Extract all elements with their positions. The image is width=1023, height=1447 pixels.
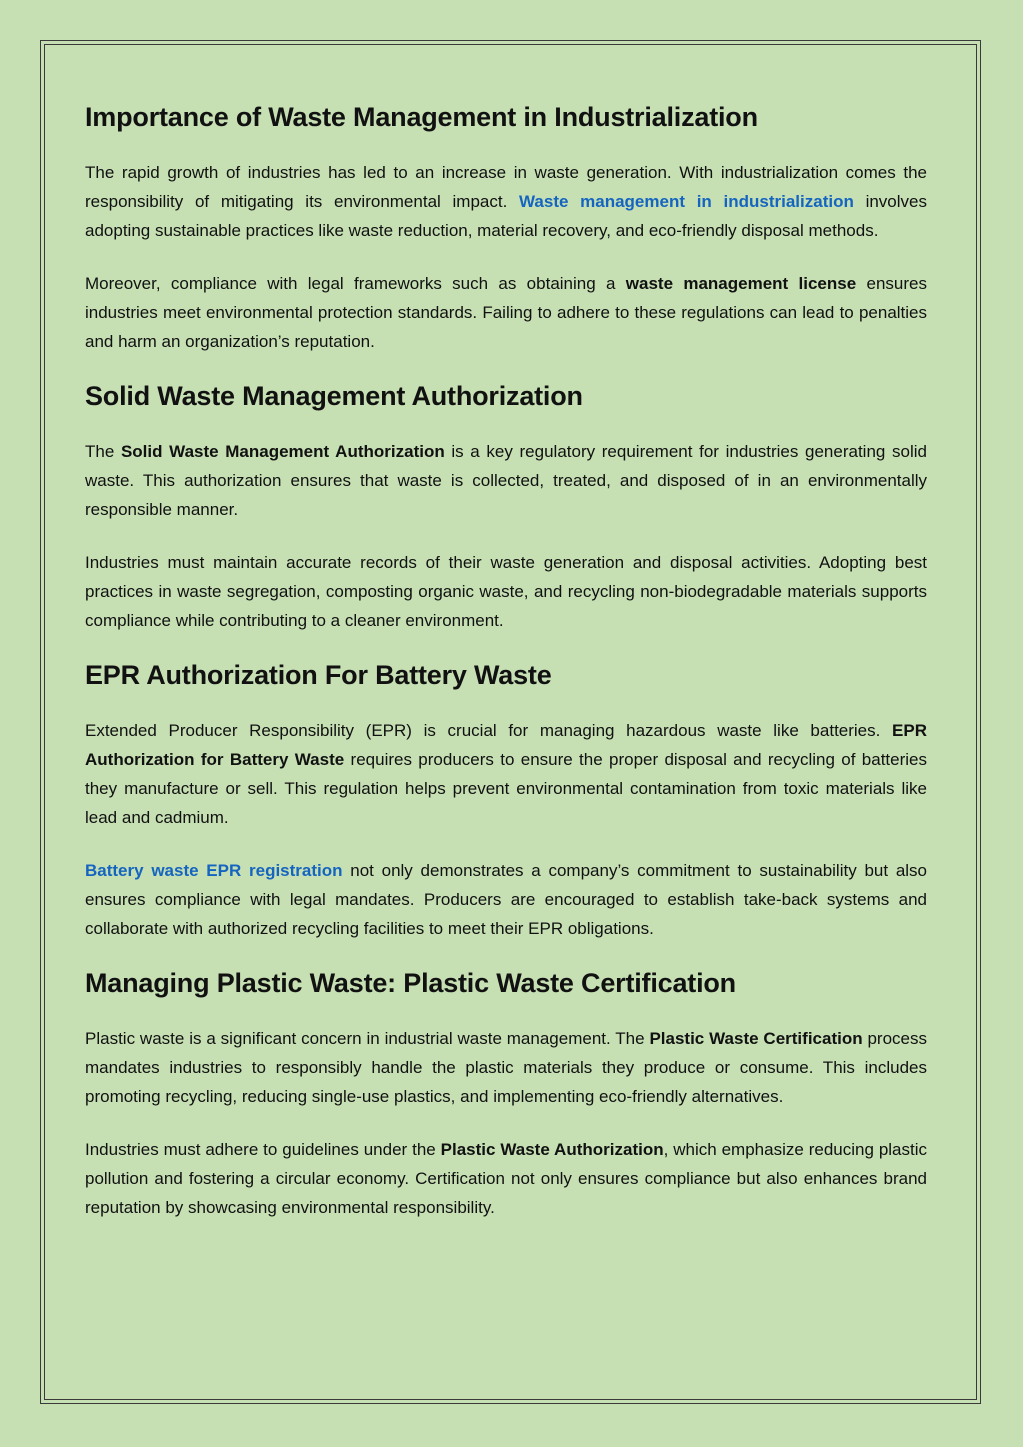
paragraph-text: Plastic waste is a significant concern in industrial waste management. The bbox=[85, 1029, 650, 1048]
bold-term: waste management license bbox=[625, 274, 857, 293]
paragraph-text: ensures industries meet environmental protection standards. Failing to adhere to these regulations can lead to penalties and harm an organization’s reputation. bbox=[85, 274, 927, 351]
section-heading-waste-management: Importance of Waste Management in Industrialization bbox=[85, 102, 758, 132]
paragraph-text: involves adopting sustainable practices like waste reduction, material recovery, and eco-friendly disposal methods. bbox=[85, 192, 927, 240]
paragraph-text: is a key regulatory requirement for industries generating solid waste. This authorization ensures that waste is collected, treated, and disposed of in an environmentally responsible manner. bbox=[85, 442, 927, 519]
paragraph bbox=[85, 269, 927, 356]
bold-term: Plastic Waste Certification bbox=[649, 1029, 863, 1048]
battery-epr-registration-link[interactable]: Battery waste EPR registration bbox=[85, 861, 343, 880]
section-heading-plastic-waste: Managing Plastic Waste: Plastic Waste Certification bbox=[85, 968, 736, 998]
waste-management-link[interactable]: Waste management in industrialization bbox=[519, 192, 854, 211]
paragraph-text: The rapid growth of industries has led to an increase in waste generation. With industrialization comes the responsibility of mitigating its environmental impact. bbox=[85, 163, 927, 211]
paragraph-text: not only demonstrates a company’s commitment to sustainability but also ensures compliance with legal mandates. Producers are encouraged to establish take-back systems and collaborate with authorized recycling facilities to meet their EPR obligations. bbox=[85, 861, 928, 938]
bold-term: Plastic Waste Authorization bbox=[440, 1140, 664, 1159]
paragraph-text: Industries must adhere to guidelines under the bbox=[85, 1140, 441, 1159]
paragraph-text: process mandates industries to responsibly handle the plastic materials they produce or consume. This includes promoting recycling, reducing single-use plastics, and implementing eco-friendly alternatives. bbox=[85, 1029, 928, 1106]
section-heading-solid-waste: Solid Waste Management Authorization bbox=[85, 381, 583, 411]
document-body bbox=[85, 97, 927, 1222]
paragraph bbox=[85, 158, 927, 245]
paragraph-text: The bbox=[85, 442, 121, 461]
paragraph bbox=[85, 856, 927, 943]
paragraph bbox=[85, 1135, 927, 1222]
paragraph bbox=[85, 437, 927, 524]
paragraph-text: Moreover, compliance with legal frameworks such as obtaining a bbox=[85, 274, 626, 293]
paragraph bbox=[85, 716, 927, 832]
bold-term: Solid Waste Management Authorization bbox=[120, 442, 445, 461]
paragraph-text: requires producers to ensure the proper disposal and recycling of batteries they manufacture or sell. This regulation helps prevent environmental contamination from toxic materials like lead and cadmium. bbox=[85, 750, 928, 827]
section-heading-epr-battery: EPR Authorization For Battery Waste bbox=[85, 660, 552, 690]
paragraph bbox=[85, 1024, 927, 1111]
paragraph-text: Industries must maintain accurate records of their waste generation and disposal activities. Adopting best practices in waste segregation, composting organic waste, and recycling non-biodegradable materials supports compliance while contributing to a cleaner environment. bbox=[85, 553, 927, 630]
paragraph-text: , which emphasize reducing plastic pollution and fostering a circular economy. Certification not only ensures compliance but also enhances brand reputation by showcasing environmental responsibility. bbox=[85, 1140, 928, 1217]
bold-term: EPR Authorization for Battery Waste bbox=[85, 721, 927, 769]
paragraph-text: Extended Producer Responsibility (EPR) is crucial for managing hazardous waste like batteries. bbox=[85, 721, 893, 740]
paragraph bbox=[85, 548, 927, 635]
